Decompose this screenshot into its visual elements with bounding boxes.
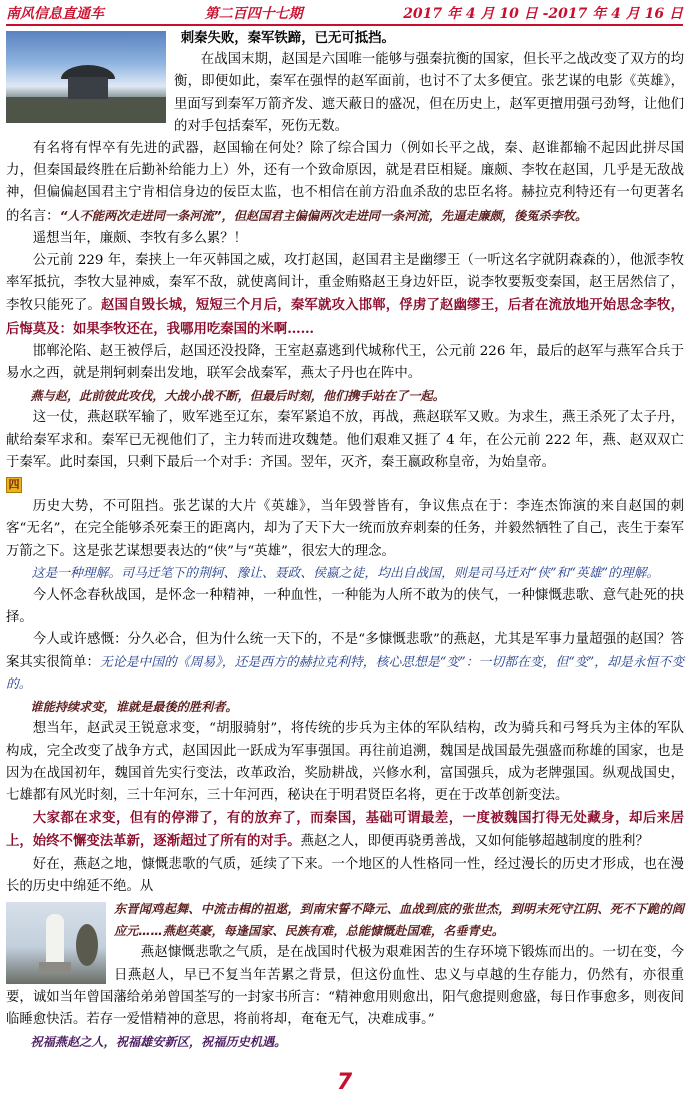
paragraph: 邯郸沦陷、赵王被俘后，赵国还没投降，王室赵嘉逃到代城称代王，公元前 226 年，最后的赵军与燕军合兵于易水之西，就是荆轲刺秦出发地，联军会战秦军，燕太子丹也在阵中。 — [6, 343, 684, 382]
article-body — [6, 27, 684, 1053]
paragraph: 这一仗，燕赵联军输了，败军逃至辽东，秦军紧追不放，再战，燕赵联军又败。为求生，燕王杀死了太子丹，献给秦军求和。秦军已无视他们了，主力转而进攻魏楚。他们艰难又捱了 4 年，在公元前 222 年，燕、赵双双亡于秦军。此时秦国，只剩下最后一个对手：齐国。翌年，灭齐，秦王嬴政称皇帝，为始皇帝。 — [6, 410, 684, 470]
paragraph-text: 燕赵之人，即便再骁勇善战，又如何能够超越制度的胜利？ — [300, 834, 649, 850]
handwritten-quote: “人不能两次走进同一条河流”，但赵国君主偏偏两次走进同一条河流，先逼走廉颇，後冤杀李牧。 — [59, 208, 588, 223]
statue-figure — [46, 914, 64, 966]
handwritten-note: 燕与赵，此前彼此攻伐，大战小战不断，但最后时刻，他们携手站在了一起。 — [30, 389, 445, 404]
section-marker — [6, 474, 684, 496]
paragraph: 历史大势，不可阻挡。张艺谋的大片《英雄》，当年毁誉皆有，争议焦点在于：李连杰饰演的来自赵国的刺客“无名”，在完全能够杀死秦王的距离内，却为了天下大一统而放弃刺秦的任务，并毅然牺牲了自己，丧生于秦军万箭之下。这是张艺谋想要表达的“侠”与“英雄”，很宏大的理念。 — [6, 499, 684, 559]
paragraph: 好在，燕赵之地，慷慨悲歌的气质，延续了下来。一个地区的人性格同一性，经过漫长的历史才形成，也在漫长的历史中绵延不绝。从 — [6, 856, 684, 894]
paragraph: 遥想当年，廉颇、李牧有多么累？！ — [32, 230, 248, 246]
header-issue-number: 第二百四十七期 — [204, 6, 303, 22]
emphasis-text: 大家都在求变，但有的停滞了，有的放弃了，而秦国，基础可谓最差，一度被魏国打得无处藏身，却后来居上，始终不懈变法革新，逐渐超过了所有的对手。 — [6, 810, 684, 850]
italic-note: 无论是中国的《周易》，还是西方的赫拉克利特，核心思想是“变”：一切都在变，但“变”，却是永恒不变的。 — [6, 654, 684, 692]
paragraph — [6, 138, 684, 228]
pagoda-photo — [6, 31, 166, 123]
section-number-badge: 四 — [6, 477, 22, 493]
paragraph: 燕赵慷慨悲歌之气质，是在战国时代极为艰难困苦的生存环境下锻炼而出的。一切在变，今日燕赵人，早已不复当年苦累之背景，但这份血性、忠义与卓越的生存能力，仍然有，亦很重要，诚如当年曾国藩给弟弟曾国荃写的一封家书所言：“精神愈用则愈出，阳气愈提则愈盛，每日作事愈多，则夜间临睡愈快活。若存一爱惜精神的意思，将前将却，奄奄无气，决难成事。” — [6, 945, 684, 1027]
paragraph: 想当年，赵武灵王锐意求变，“胡服骑射”，将传统的步兵为主体的军队结构，改为骑兵和弓弩兵为主体的军队构成，完全改变了战争方式，赵国因此一跃成为军事强国。再往前追溯，魏国是战国最先强盛而称雄的国家，也是因为在战国初年，魏国首先实行变法，改革政治，奖励耕战，兴修水利，富国强兵，成为老牌强国。纵观战国史，七雄都有风光时刻，三十年河东，三十年河西，秘诀在于明君贤臣名将，更在于改革创新变法。 — [6, 721, 684, 803]
paragraph — [6, 629, 684, 696]
closing-blessing: 祝福燕赵之人，祝福雄安新区，祝福历史机遇。 — [30, 1035, 287, 1050]
section-title: 刺秦失败，秦军铁蹄，已无可抵挡。 — [180, 30, 395, 46]
header-publication-name: 南风信息直通车 — [6, 6, 104, 22]
paragraph-text: 公元前 229 年，秦挟上一年灭韩国之威，攻打赵国，赵国君主是幽缪王（一听这名字就阴森森的），他派李牧率军抵抗，李牧大显神威，秦军不敌，就使离间计，重金贿赂赵王身边奸臣，说李牧要叛变秦国，赵王居然信了，李牧只能死了。 — [6, 253, 684, 314]
page-number: 7 — [336, 1070, 353, 1095]
emphasis-text: 赵国自毁长城，短短三个月后，秦军就攻入邯郸，俘虏了赵幽缪王，后者在流放地开始思念李牧，后悔莫及：如果李牧还在，我哪用吃秦国的米啊…… — [6, 297, 685, 337]
pagoda-body — [68, 77, 108, 99]
paragraph: 今人怀念春秋战国，是怀念一种精神，一种血性，一种能为人所不敢为的侠气，一种慷慨悲歌、意气赴死的抉择。 — [6, 588, 684, 626]
page-header — [6, 2, 683, 24]
paragraph-text: 有名将有悍卒有先进的武器，赵国输在何处？除了综合国力（例如长平之战，秦、赵谁都输不起因此拼尽国力，但秦国最终胜在后勤补给能力上）外，还有一个致命原因，就是君臣相疑。廉颇、李牧在赵国，几乎是无敌战神，但偏偏赵国君主宁肯相信身边的佞臣太监，也不相信在前方沿血杀敌的忠臣名将。赫拉克利特还有一句更著名的名言： — [6, 141, 684, 224]
paragraph — [6, 807, 684, 853]
paragraph: 在战国末期，赵国是六国唯一能够与强秦抗衡的国家，但长平之战改变了双方的均衡，即便如此，秦军在强悍的赵军面前，也讨不了太多便宜。张艺谋的电影《英雄》，里面写到秦军万箭齐发、遮天蔽日的盛况，但在历史上，赵军更擅用强弓劲弩，让他们的对手包括秦军，死伤无数。 — [174, 52, 684, 134]
header-date-range: 2017 年 4 月 10 日 -2017 年 4 月 16 日 — [403, 6, 683, 22]
header-divider — [6, 24, 683, 26]
italic-note: 这是一种理解。司马迁笔下的荆轲、豫让、聂政、侯嬴之徒，均出自战国，则是司马迁对“侠”和“英雄”的理解。 — [31, 565, 660, 581]
photo-ground — [6, 97, 166, 123]
statue-photo — [6, 902, 106, 984]
handwritten-note: 谁能持续求变，谁就是最後的胜利者。 — [30, 700, 238, 715]
paragraph — [6, 250, 684, 341]
paragraph-text: 今人或许感慨：分久必合，但为什么统一天下的，不是“多慷慨悲歌”的燕赵，尤其是军事力量超强的赵国？答案其实很简单： — [6, 632, 684, 670]
photo-tree — [76, 924, 98, 966]
statue-base — [39, 962, 71, 974]
handwritten-note: 东晋闻鸡起舞、中流击楫的祖逖，到南宋誓不降元、血战到底的张世杰，到明末死守江阴、死不下跪的阎应元……燕赵英豪，每逢国家、民族有难，总能慷慨赴国难，名垂青史。 — [114, 901, 684, 939]
